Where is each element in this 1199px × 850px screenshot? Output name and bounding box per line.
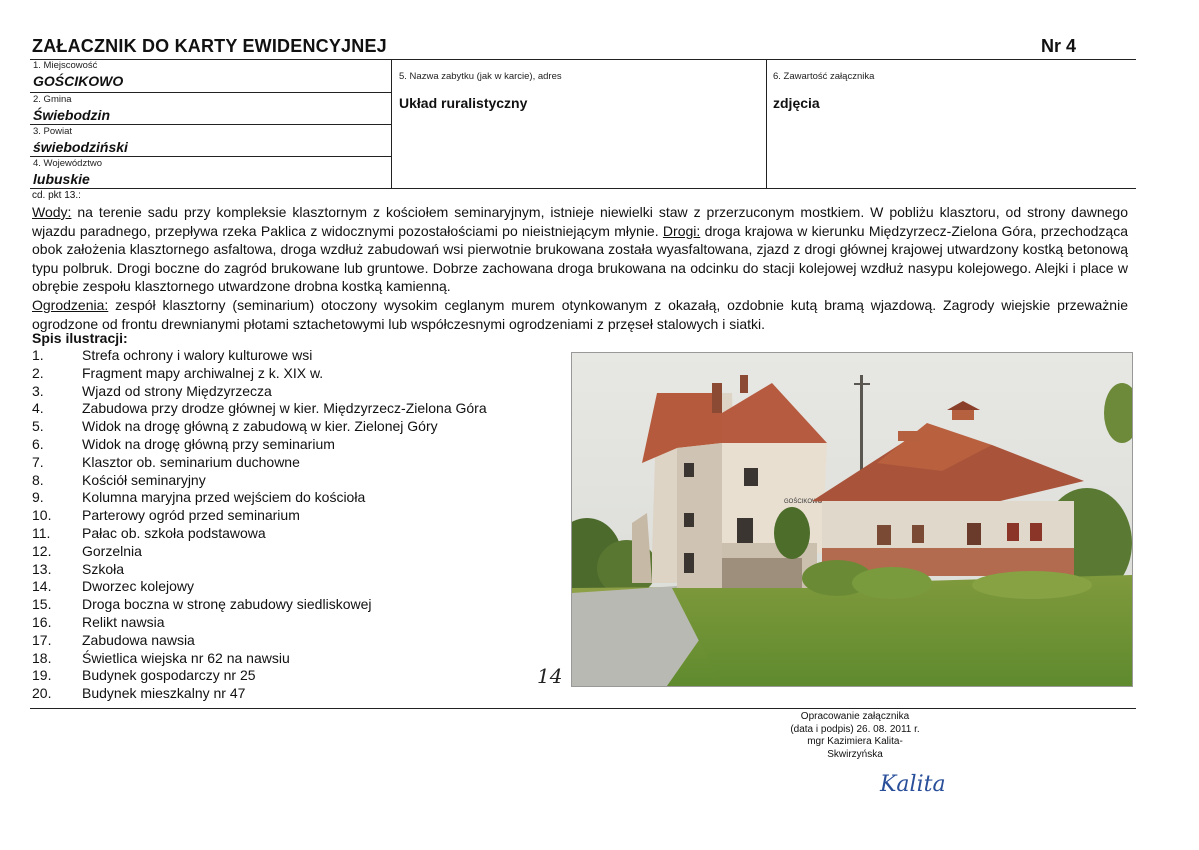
illustration-title: Fragment mapy archiwalnej z k. XIX w.: [82, 364, 324, 381]
preparation-note: [770, 711, 940, 761]
illustration-list-item: [32, 347, 487, 365]
illustration-number: 11.: [32, 524, 51, 541]
field-value-zawartosc: zdjęcia: [773, 95, 820, 111]
illustration-number: 12.: [32, 542, 52, 559]
illustration-list-item: [32, 667, 487, 685]
field-label-nazwa: 5. Nazwa zabytku (jak w karcie), adres: [399, 71, 562, 82]
illustration-number: 13.: [32, 560, 52, 577]
illustration-title: Wjazd od strony Międzyrzecza: [82, 382, 272, 399]
ogrodzenia-text: zespół klasztorny (seminarium) otoczony wysokim ceglanym murem otynkowanym z okazałą, ozdobnie kutą bramą wjazdową. Zagrody wiejskie przeważnie ogrodzone od frontu drewnianymi płotami sztachetowymi lub współczesnymi ogrodzeniami z przęseł stalowych i siatki.: [32, 296, 1128, 332]
field-value-miejscowosc: GOŚCIKOWO: [33, 73, 124, 89]
illustration-title: Szkoła: [82, 560, 125, 577]
illustration-list-item: [32, 489, 487, 507]
illustration-list-item: [32, 561, 487, 579]
illustration-list-item: [32, 650, 487, 668]
illustration-list-item: [32, 400, 487, 418]
field-label-zawartosc: 6. Zawartość załącznika: [773, 71, 875, 82]
continuation-label: cd. pkt 13.:: [32, 190, 81, 201]
header-bottom-rule: [30, 188, 1136, 189]
preparation-line-2: (data i podpis) 26. 08. 2011 r.: [790, 723, 920, 735]
illustration-number: 9.: [32, 489, 44, 506]
illustration-list-item: [32, 454, 487, 472]
field-label-gmina: 2. Gmina: [33, 94, 72, 105]
illustration-number: 1.: [32, 347, 44, 363]
illustration-list-item: [32, 685, 487, 703]
illustration-title: Widok na drogę główną przy seminarium: [82, 435, 335, 452]
railway-station-photo: [571, 352, 1133, 687]
field-value-gmina: Świebodzin: [33, 107, 110, 123]
illustration-title: Klasztor ob. seminarium duchowne: [82, 453, 300, 470]
field-label-miejscowosc: 1. Miejscowość: [33, 60, 98, 71]
illustration-list-item: [32, 614, 487, 632]
illustration-title: Pałac ob. szkoła podstawowa: [82, 524, 266, 541]
field-value-powiat: świebodziński: [33, 139, 128, 155]
illustration-number: 14.: [32, 578, 52, 595]
illustration-number: 10.: [32, 507, 52, 524]
field-label-wojewodztwo: 4. Województwo: [33, 158, 102, 169]
illustration-title: Kolumna maryjna przed wejściem do kościoła: [82, 489, 366, 506]
bottom-rule: [30, 708, 1136, 709]
illustration-list-item: [32, 525, 487, 543]
illustration-number: 2.: [32, 364, 44, 381]
illustration-list-item: [32, 632, 487, 650]
drogi-label: Drogi:: [662, 222, 701, 239]
top-rule: [30, 59, 1136, 60]
station-name-sign: GOŚCIKOWO: [784, 499, 823, 505]
illustration-title: Świetlica wiejska nr 62 na nawsiu: [82, 649, 290, 666]
illustration-number: 20.: [32, 685, 52, 702]
preparation-line-3: mgr Kazimiera Kalita-: [807, 736, 903, 747]
illustration-number: 3.: [32, 382, 44, 399]
illustration-title: Dworzec kolejowy: [82, 578, 195, 595]
illustration-list-item: [32, 472, 487, 490]
illustration-title: Budynek gospodarczy nr 25: [82, 667, 256, 684]
field-value-wojewodztwo: lubuskie: [33, 171, 90, 187]
field-value-nazwa: Układ ruralistyczny: [399, 95, 528, 111]
illustration-title: Widok na drogę główną z zabudową w kier. Zielonej Góry: [82, 418, 438, 435]
illustration-number: 8.: [32, 471, 44, 488]
row-divider-3: [30, 156, 391, 157]
illustration-number: 15.: [32, 596, 52, 613]
row-divider-1: [30, 92, 391, 93]
document-title: ZAŁACZNIK DO KARTY EWIDENCYJNEJ: [32, 36, 387, 56]
illustration-number: 6.: [32, 435, 44, 452]
ogrodzenia-label: Ogrodzenia:: [32, 296, 109, 313]
column-divider-1: [391, 59, 392, 189]
wody-text: na terenie sadu przy kompleksie klasztornym z kościołem seminaryjnym, istnieje niewielki staw z przerzuconym mostkiem. W pobliżu klasztoru, od strony dawnego wjazdu paradnego, przepływa rzeka Paklica z widocznymi pozostałościami po nieistniejącym młynie.: [32, 204, 1128, 239]
illustration-list-item: [32, 543, 487, 561]
illustration-list-title: Spis ilustracji:: [32, 330, 128, 346]
illustration-list-item: [32, 507, 487, 525]
illustration-number: 17.: [32, 631, 52, 648]
illustration-list-item: [32, 365, 487, 383]
handwritten-signature: Kalita: [880, 772, 946, 797]
illustration-number: 4.: [32, 400, 44, 417]
illustration-list-item: [32, 578, 487, 596]
illustration-title: Kościół seminaryjny: [82, 471, 206, 488]
photo-number: 14: [537, 664, 563, 688]
row-divider-2: [30, 124, 391, 125]
illustration-number: 7.: [32, 453, 44, 470]
wody-label: Wody:: [32, 204, 72, 220]
illustration-number: 18.: [32, 649, 52, 666]
illustration-list-item: [32, 596, 487, 614]
illustration-title: Strefa ochrony i walory kulturowe wsi: [82, 347, 313, 363]
preparation-line-1: Opracowanie załącznika: [800, 711, 910, 722]
field-label-powiat: 3. Powiat: [33, 126, 73, 137]
illustration-list-item: [32, 418, 487, 436]
description-paragraph: [32, 203, 1128, 333]
illustration-list-item: [32, 436, 487, 454]
illustration-number: 19.: [32, 667, 52, 684]
illustration-number: 16.: [32, 613, 52, 630]
attachment-number: Nr 4: [1041, 36, 1077, 56]
illustration-title: Zabudowa przy drodze głównej w kier. Międzyrzecz-Zielona Góra: [82, 400, 487, 417]
illustration-title: Budynek mieszkalny nr 47: [82, 685, 246, 702]
illustration-list-item: [32, 383, 487, 401]
preparation-line-4: Skwirzyńska: [827, 748, 883, 760]
column-divider-2: [766, 59, 767, 189]
illustration-title: Parterowy ogród przed seminarium: [82, 507, 300, 524]
illustration-title: Zabudowa nawsia: [82, 631, 195, 648]
illustration-list: [32, 347, 487, 703]
drogi-text: droga krajowa w kierunku Międzyrzecz-Zielona Góra, przechodząca obok założenia klasztornego asfaltowa, droga wzdłuż zabudowań wsi pierwotnie brukowana została wyasfaltowana, zjazd z drogi głównej krajowej utwardzony kostką betonową typu polbruk. Drogi boczne do zagród brukowane lub gruntowe. Dobrze zachowana droga brukowana na odcinku do stacji kolejowej wzdłuż nasypu kolejowego. Alejki i place w obrębie zespołu klasztornego utwardzone drobna kostką kamienną.: [32, 222, 1129, 295]
illustration-title: Relikt nawsia: [82, 613, 165, 630]
illustration-title: Droga boczna w stronę zabudowy siedliskowej: [82, 596, 372, 613]
illustration-title: Gorzelnia: [82, 542, 142, 559]
illustration-number: 5.: [32, 418, 44, 435]
